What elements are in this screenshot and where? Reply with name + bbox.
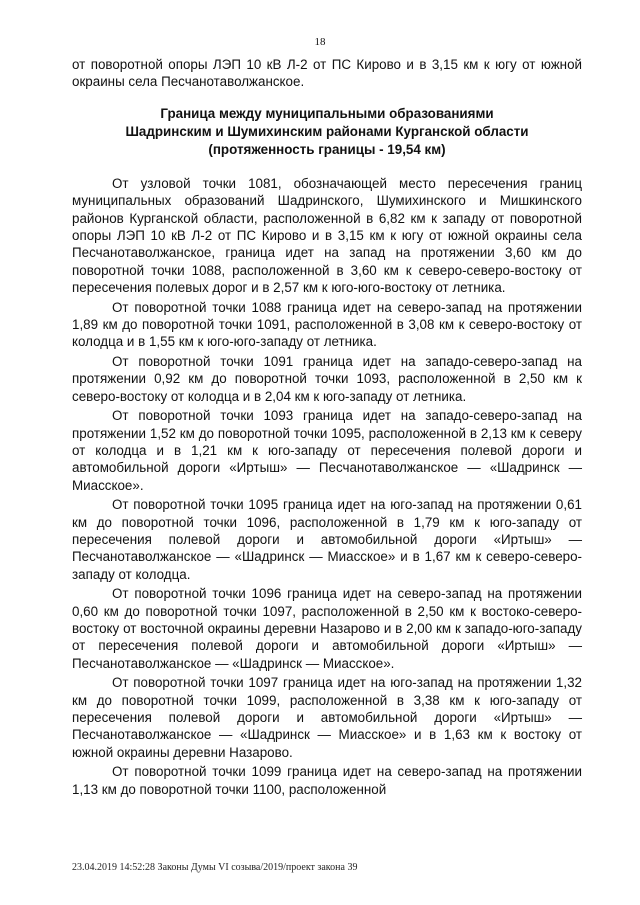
document-body (72, 56, 582, 800)
paragraph-5: От поворотной точки 1095 граница идет на юго-запад на протяжении 0,61 км до поворотной точки 1096, расположенной в 1,79 км к юго-западу от пересечения полевой дороги и автомобильной дороги «Иртыш» — Песчанотаволжанское — «Шадринск — Миасское» и в 1,67 км к северо-северо-западу от колодца. (72, 497, 582, 582)
heading-line-1: Граница между муниципальными образованиями (160, 105, 494, 121)
paragraph-4: От поворотной точки 1093 граница идет на западо-северо-запад на протяжении 1,52 км до поворотной точки 1095, расположенной в 2,13 км к северу от колодца и в 1,21 км к юго-западу от пересечения полевой дороги и автомобильной дороги «Иртыш» — Песчанотаволжанское — «Шадринск — Миасское». (72, 408, 582, 493)
paragraph-6: От поворотной точки 1096 граница идет на северо-запад на протяжении 0,60 км до поворотной точки 1097, расположенной в 2,50 км к востоко-северо-востоку от восточной окраины деревни Назарово и в 2,00 км к западо-юго-западу от пересечения полевой дороги и автомобильной дороги «Иртыш» — Песчанотаволжанское — «Шадринск — Миасское». (72, 586, 582, 671)
paragraph-2: От поворотной точки 1088 граница идет на северо-запад на протяжении 1,89 км до поворотной точки 1091, расположенной в 3,08 км к северо-востоку от колодца и в 1,55 км к юго-юго-западу от летника. (72, 299, 582, 350)
page-number: 18 (314, 36, 326, 48)
paragraph-3: От поворотной точки 1091 граница идет на западо-северо-запад на протяжении 0,92 км до поворотной точки 1093, расположенной в 2,50 км к северо-востоку от колодца и в 2,04 км к юго-западу от летника. (72, 353, 582, 404)
page-footer: 23.04.2019 14:52:28 Законы Думы VI созыва/2019/проект закона 39 (72, 862, 358, 873)
intro-paragraph: от поворотной опоры ЛЭП 10 кВ Л-2 от ПС Кирово и в 3,15 км к югу от южной окраины села Песчанотаволжанское. (72, 57, 582, 90)
heading-line-2: Шадринским и Шумихинским районами Курганской области (125, 123, 529, 139)
paragraph-7: От поворотной точки 1097 граница идет на юго-запад на протяжении 1,32 км до поворотной точки 1099, расположенной в 3,38 км к юго-западу от пересечения полевой дороги и автомобильной дороги «Иртыш» — Песчанотаволжанское — «Шадринск — Миасское» и в 1,63 км к востоку от южной окраины деревни Назарово. (72, 675, 582, 760)
paragraph-1: От узловой точки 1081, обозначающей место пересечения границ муниципальных образований Шадринского, Шумихинского и Мишкинского районов Курганской области, расположенной в 6,82 км к западу от поворотной опоры ЛЭП 10 кВ Л-2 от ПС Кирово и в 3,15 км к югу от южной окраины села Песчанотаволжанское, граница идет на запад на протяжении 3,60 км до поворотной точки 1088, расположенной в 3,60 км к северо-северо-востоку от пересечения полевых дорог и в 2,57 км к юго-юго-востоку от летника. (72, 175, 582, 296)
paragraph-8: От поворотной точки 1099 граница идет на северо-запад на протяжении 1,13 км до поворотной точки 1100, расположенной (72, 764, 582, 797)
heading-line-3: (протяженность границы - 19,54 км) (208, 141, 446, 157)
section-heading (72, 105, 582, 159)
